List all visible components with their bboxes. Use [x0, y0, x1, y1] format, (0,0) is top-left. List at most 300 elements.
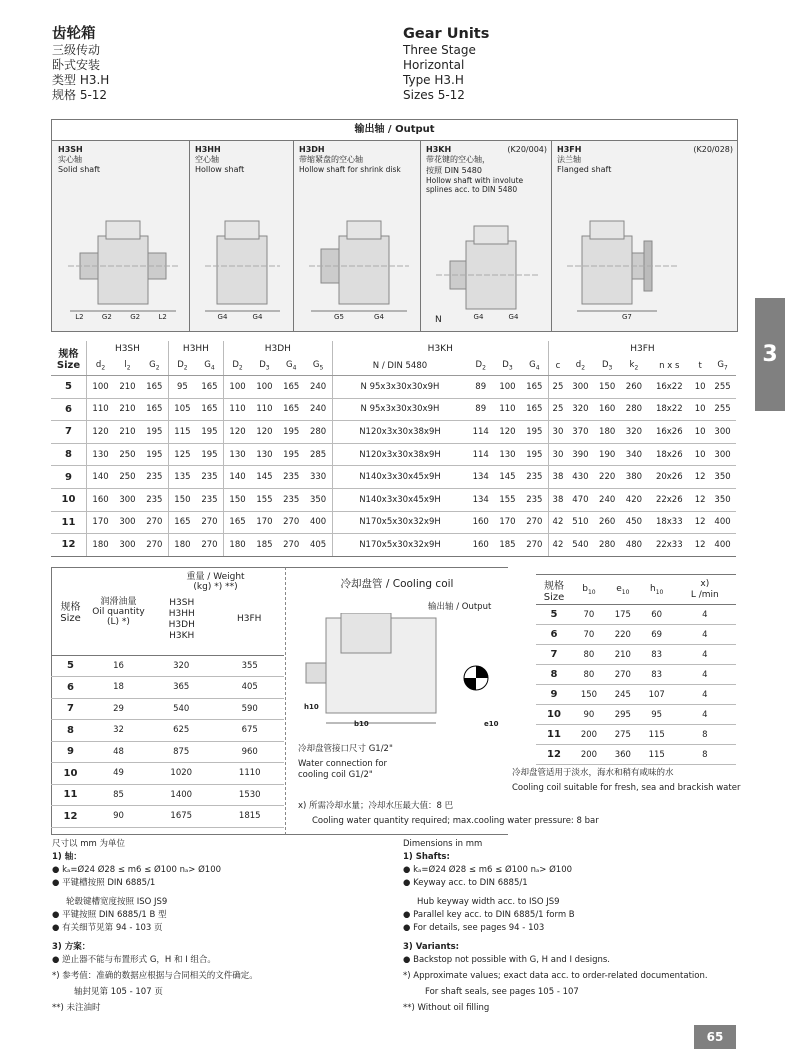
table-cell: 150	[168, 488, 196, 511]
table-cell: 250	[114, 443, 141, 466]
table-cell: 165	[196, 376, 224, 399]
panel-h3hh	[190, 141, 294, 331]
table-cell: 1530	[215, 784, 284, 806]
gearbox-drawing-solid	[58, 201, 186, 326]
coil-col-header: $b_{10}$	[572, 575, 606, 605]
header-en-line: Horizontal	[403, 58, 465, 72]
table-cell: 235	[141, 466, 169, 489]
table-cell: 8	[674, 745, 736, 765]
table-cell: 130	[224, 443, 252, 466]
group-header: H3SH	[87, 341, 169, 357]
table-cell: 1675	[147, 806, 215, 828]
table-cell: 100	[494, 376, 521, 399]
table-cell: 300	[567, 376, 594, 399]
table-cell: 160	[594, 398, 621, 421]
table-cell: 140	[224, 466, 252, 489]
gearbox-drawing-spline	[426, 221, 546, 321]
table-cell: 22x26	[647, 488, 691, 511]
size-cell: 12	[51, 806, 90, 828]
table-cell: 220	[594, 466, 621, 489]
dim-label: G2	[101, 313, 112, 321]
size-cell: 8	[51, 720, 90, 742]
table-cell: 120	[494, 421, 521, 444]
header-en-line: Sizes 5-12	[403, 88, 465, 102]
table-cell: 150	[594, 376, 621, 399]
table-cell: 10	[691, 421, 709, 444]
water-connection: 冷却盘管接口尺寸 G1/2" Water connection for cooling coil G1/2"	[298, 744, 393, 780]
table-cell: 270	[141, 511, 169, 534]
table-cell: 83	[640, 665, 674, 685]
table-cell: 165	[224, 511, 252, 534]
table-cell: 195	[141, 421, 169, 444]
table-cell: 70	[572, 605, 606, 625]
table-cell: N 95x3x30x30x9H	[332, 398, 467, 421]
table-cell: 16	[90, 655, 147, 677]
table-cell: 90	[572, 705, 606, 725]
table-cell: 260	[621, 376, 648, 399]
table-cell: 270	[521, 511, 549, 534]
table-cell: 300	[114, 534, 141, 557]
table-cell: 100	[251, 376, 278, 399]
table-cell: 155	[251, 488, 278, 511]
table-cell: 89	[467, 398, 494, 421]
dim-label: b10	[354, 720, 369, 728]
table-row	[536, 705, 736, 725]
size-header: 规格 Size	[51, 341, 87, 376]
table-cell: 270	[141, 534, 169, 557]
panel-en: Hollow shaft for shrink disk	[299, 165, 401, 174]
table-cell: 320	[147, 655, 215, 677]
table-cell: 195	[521, 443, 549, 466]
table-cell: 48	[90, 741, 147, 763]
column-header: $k_2$	[621, 357, 648, 376]
table-cell: 150	[572, 685, 606, 705]
table-cell: 420	[621, 488, 648, 511]
panel-cn: 按照 DIN 5480	[426, 166, 482, 175]
table-cell: 165	[141, 376, 169, 399]
table-row	[51, 741, 284, 763]
table-cell: 12	[691, 488, 709, 511]
panel-h3sh	[52, 141, 190, 331]
table-cell: 195	[141, 443, 169, 466]
table-cell: 355	[215, 655, 284, 677]
output-title: 输出轴 / Output	[52, 120, 737, 141]
table-row	[51, 466, 736, 489]
table-cell: 115	[640, 745, 674, 765]
cooling-note-cn: x) 所需冷却水量；冷却水压最大值：8 巴	[298, 801, 454, 811]
panel-en: Flanged shaft	[557, 165, 612, 174]
header-cn-line: 三级传动	[52, 43, 101, 57]
size-cell: 5	[51, 376, 87, 399]
column-header: $G_4$	[278, 357, 305, 376]
table-row	[536, 745, 736, 765]
table-cell: N 95x3x30x30x9H	[332, 376, 467, 399]
table-cell: 235	[196, 466, 224, 489]
spline-mark: N	[435, 315, 442, 325]
panel-code: H3DH	[299, 145, 325, 154]
panel-code: H3HH	[195, 145, 221, 154]
coil-note-en: Cooling coil suitable for fresh, sea and brackish water	[512, 783, 741, 793]
table-cell: 195	[278, 421, 305, 444]
table-cell: 185	[494, 534, 521, 557]
table-cell: 320	[567, 398, 594, 421]
table-cell: 165	[278, 376, 305, 399]
table-cell: 165	[168, 511, 196, 534]
table-cell: 300	[114, 511, 141, 534]
table-cell: 250	[114, 466, 141, 489]
dim-label: L2	[75, 313, 84, 321]
table-cell: 400	[709, 511, 736, 534]
column-header: $G_7$	[709, 357, 736, 376]
table-cell: 85	[90, 784, 147, 806]
table-cell: 16x26	[647, 421, 691, 444]
table-cell: 110	[224, 398, 252, 421]
panel-en: Solid shaft	[58, 165, 100, 174]
table-cell: 4	[674, 645, 736, 665]
table-cell: 89	[467, 376, 494, 399]
table-row	[51, 443, 736, 466]
table-cell: 210	[114, 398, 141, 421]
panel-cn: 空心轴	[195, 155, 219, 164]
size-cell: 11	[51, 511, 87, 534]
table-cell: 160	[467, 534, 494, 557]
table-cell: 150	[224, 488, 252, 511]
size-cell: 10	[51, 488, 87, 511]
table-cell: 134	[467, 466, 494, 489]
dim-label: G5	[334, 313, 344, 321]
table-cell: 60	[640, 605, 674, 625]
table-cell: 4	[674, 705, 736, 725]
dim-label: G7	[622, 313, 632, 321]
table-cell: 675	[215, 720, 284, 742]
table-cell: 510	[567, 511, 594, 534]
table-cell: 280	[305, 421, 333, 444]
table-row	[536, 685, 736, 705]
column-header: $G_5$	[305, 357, 333, 376]
header-en-line: Type H3.H	[403, 73, 464, 87]
panel-en: Hollow shaft	[195, 165, 245, 174]
table-cell: 69	[640, 625, 674, 645]
table-cell: 195	[196, 421, 224, 444]
group-header: H3FH	[548, 341, 736, 357]
table-cell: 390	[567, 443, 594, 466]
column-header: t	[691, 357, 709, 376]
oil-weight-table	[51, 567, 284, 828]
table-cell: 875	[147, 741, 215, 763]
table-cell: 540	[147, 698, 215, 720]
column-header: $d_2$	[87, 357, 115, 376]
table-cell: 140	[87, 466, 115, 489]
table-cell: N170x5x30x32x9H	[332, 534, 467, 557]
table-row	[536, 605, 736, 625]
table-cell: 235	[278, 466, 305, 489]
panel-h3kh	[421, 141, 552, 331]
table-cell: 125	[168, 443, 196, 466]
table-row	[51, 511, 736, 534]
table-cell: 160	[87, 488, 115, 511]
table-cell: 4	[674, 625, 736, 645]
table-row	[51, 677, 284, 699]
table-cell: 260	[594, 511, 621, 534]
gearbox-drawing-shrink-disk	[299, 201, 417, 326]
table-cell: 235	[196, 488, 224, 511]
table-cell: 18x33	[647, 511, 691, 534]
table-cell: 4	[674, 665, 736, 685]
table-cell: 340	[621, 443, 648, 466]
cooling-note-en: Cooling water quantity required; max.cooling water pressure: 8 bar	[312, 816, 599, 826]
size-cell: 9	[536, 685, 572, 705]
dim-label: G2	[130, 313, 141, 321]
table-cell: 107	[640, 685, 674, 705]
table-cell: 270	[521, 534, 549, 557]
table-cell: 255	[709, 376, 736, 399]
table-row	[51, 806, 284, 828]
table-cell: 170	[87, 511, 115, 534]
table-cell: 270	[278, 511, 305, 534]
table-cell: 16x22	[647, 376, 691, 399]
table-cell: 240	[305, 376, 333, 399]
table-cell: 195	[278, 443, 305, 466]
table-cell: 42	[548, 534, 567, 557]
column-header: n x s	[647, 357, 691, 376]
notes-en: Dimensions in mm 1) Shafts: ● kₐ=Ø24 Ø28 ≤ m6 ≤ Ø100 nₐ> Ø100 ● Keyway acc. to DIN 6885/1 Hub keyway width acc. to ISO JS9 ● Parallel key acc. to DIN 6885/1 form B ● For details, see pages 94 - 103 3) Variants: ● Backstop not possible with G, H and I designs. *) Approximate values; exact data acc. to order-related documentation. For shaft seals, see pages 105 - 107 **) Without oil filling	[403, 839, 708, 1013]
dim-label: G4	[374, 313, 384, 321]
table-cell: 110	[494, 398, 521, 421]
size-cell: 6	[536, 625, 572, 645]
notes-cn: 尺寸以 mm 为单位 1) 轴： ● kₐ=Ø24 Ø28 ≤ m6 ≤ Ø100 nₐ> Ø100 ● 平键槽按照 DIN 6885/1 轮毂键槽宽度按照 ISO JS9 ● 平键按照 DIN 6885/1 B 型 ● 有关细节见第 94 - 103 页 3) 方案： ● 逆止器不能与布置形式 G，H 和 I 组合。 *) 参考值：准确的数据应根据与合同相关的文件确定。 轴封见第 105 - 107 页 **) 未注油时	[52, 839, 258, 1013]
table-cell: 10	[691, 398, 709, 421]
table-cell: 110	[251, 398, 278, 421]
table-cell: 32	[90, 720, 147, 742]
table-cell: 105	[168, 398, 196, 421]
panel-cn: 实心轴	[58, 155, 82, 164]
table-cell: 95	[168, 376, 196, 399]
coil-note-cn: 冷却盘管适用于淡水，海水和稍有咸味的水	[512, 768, 674, 778]
table-cell: 195	[521, 421, 549, 444]
table-cell: 180	[224, 534, 252, 557]
panel-cn: 带花键的空心轴，	[426, 155, 490, 164]
table-cell: 185	[251, 534, 278, 557]
table-cell: 240	[305, 398, 333, 421]
dim-label: G4	[252, 313, 263, 321]
dim-label: h10	[304, 703, 319, 711]
table-cell: 38	[548, 488, 567, 511]
table-cell: 1400	[147, 784, 215, 806]
table-cell: 365	[147, 677, 215, 699]
table-cell: 350	[305, 488, 333, 511]
column-header: $D_3$	[594, 357, 621, 376]
output-label: 输出轴 / Output	[428, 602, 492, 612]
table-cell: 20x26	[647, 466, 691, 489]
column-header: $D_2$	[224, 357, 252, 376]
table-cell: 29	[90, 698, 147, 720]
dim-label: G4	[508, 313, 519, 321]
table-cell: 350	[709, 466, 736, 489]
table-cell: 130	[251, 443, 278, 466]
panel-h3fh	[552, 141, 737, 331]
size-cell: 5	[536, 605, 572, 625]
table-cell: 25	[548, 398, 567, 421]
table-cell: 400	[305, 511, 333, 534]
column-header: $D_3$	[494, 357, 521, 376]
table-cell: 300	[709, 443, 736, 466]
table-cell: 240	[594, 488, 621, 511]
dimension-table	[51, 341, 736, 557]
size-header: 规格 Size	[51, 567, 90, 655]
table-cell: 470	[567, 488, 594, 511]
table-cell: 270	[278, 534, 305, 557]
table-cell: 210	[606, 645, 640, 665]
table-cell: 4	[674, 605, 736, 625]
table-cell: 100	[87, 376, 115, 399]
table-cell: 235	[521, 466, 549, 489]
table-cell: 245	[606, 685, 640, 705]
table-cell: 134	[467, 488, 494, 511]
table-cell: 235	[141, 488, 169, 511]
table-cell: 235	[278, 488, 305, 511]
size-cell: 7	[51, 421, 87, 444]
coil-table	[536, 574, 736, 765]
table-cell: 295	[606, 705, 640, 725]
table-cell: 10	[691, 443, 709, 466]
panel-cn: 法兰轴	[557, 155, 581, 164]
table-cell: 114	[467, 421, 494, 444]
column-header: $G_2$	[141, 357, 169, 376]
cooling-coil-title: 冷却盘管 / Cooling coil	[340, 578, 454, 590]
table-cell: 145	[494, 466, 521, 489]
column-header: $l_2$	[114, 357, 141, 376]
panel-code: H3FH (K20/028)	[557, 145, 733, 154]
table-cell: 114	[467, 443, 494, 466]
group-header: H3DH	[224, 341, 333, 357]
table-cell: 90	[90, 806, 147, 828]
table-cell: 130	[494, 443, 521, 466]
table-cell: 300	[709, 421, 736, 444]
table-cell: 80	[572, 645, 606, 665]
table-cell: 1815	[215, 806, 284, 828]
page-number: 65	[694, 1025, 736, 1049]
size-cell: 11	[536, 725, 572, 745]
table-cell: 1020	[147, 763, 215, 785]
table-cell: 170	[251, 511, 278, 534]
table-cell: 135	[168, 466, 196, 489]
table-cell: 83	[640, 645, 674, 665]
size-cell: 6	[51, 677, 90, 699]
table-row	[51, 720, 284, 742]
table-cell: 165	[141, 398, 169, 421]
table-cell: 430	[567, 466, 594, 489]
table-cell: 400	[709, 534, 736, 557]
table-cell: 350	[709, 488, 736, 511]
table-cell: 405	[215, 677, 284, 699]
table-row	[51, 534, 736, 557]
table-cell: 130	[87, 443, 115, 466]
table-cell: 25	[548, 376, 567, 399]
dim-label: G4	[217, 313, 228, 321]
table-row	[51, 763, 284, 785]
table-cell: 120	[224, 421, 252, 444]
table-cell: 12	[691, 466, 709, 489]
table-cell: 450	[621, 511, 648, 534]
header-en-line: Three Stage	[403, 43, 476, 57]
table-cell: 165	[278, 398, 305, 421]
table-cell: 625	[147, 720, 215, 742]
table-cell: 145	[251, 466, 278, 489]
table-cell: N120x3x30x38x9H	[332, 443, 467, 466]
table-cell: 280	[621, 398, 648, 421]
table-cell: 200	[572, 725, 606, 745]
table-cell: 1110	[215, 763, 284, 785]
table-cell: 590	[215, 698, 284, 720]
table-cell: 200	[572, 745, 606, 765]
table-cell: 22x33	[647, 534, 691, 557]
table-cell: 160	[467, 511, 494, 534]
column-header: $D_2$	[168, 357, 196, 376]
table-cell: 180	[594, 421, 621, 444]
table-cell: 12	[691, 511, 709, 534]
header-cn-line: 类型 H3.H	[52, 73, 110, 87]
table-cell: 285	[305, 443, 333, 466]
dim-label: L2	[158, 313, 167, 321]
table-cell: 320	[621, 421, 648, 444]
table-cell: 38	[548, 466, 567, 489]
table-row	[51, 655, 284, 677]
size-cell: 10	[51, 763, 90, 785]
weight-header: 重量 / Weight (kg) *) **) H3SH H3HH H3DH H3KH H3FH	[147, 567, 284, 655]
table-cell: 115	[640, 725, 674, 745]
table-cell: 8	[674, 725, 736, 745]
table-cell: 70	[572, 625, 606, 645]
size-cell: 7	[536, 645, 572, 665]
size-cell: 6	[51, 398, 87, 421]
table-cell: 180	[168, 534, 196, 557]
table-cell: 115	[168, 421, 196, 444]
column-header: c	[548, 357, 567, 376]
dim-label: G4	[473, 313, 484, 321]
table-cell: 960	[215, 741, 284, 763]
table-cell: 4	[674, 685, 736, 705]
table-cell: 165	[196, 398, 224, 421]
table-cell: 49	[90, 763, 147, 785]
group-header: H3HH	[168, 341, 223, 357]
table-cell: N140x3x30x45x9H	[332, 488, 467, 511]
table-cell: 480	[621, 534, 648, 557]
table-cell: 195	[196, 443, 224, 466]
table-cell: 165	[521, 398, 549, 421]
table-cell: 270	[606, 665, 640, 685]
size-cell: 8	[51, 443, 87, 466]
table-cell: 270	[196, 534, 224, 557]
header-cn-line: 规格 5-12	[52, 88, 108, 102]
table-cell: 30	[548, 421, 567, 444]
gearbox-drawing-hollow	[195, 201, 290, 326]
table-cell: N120x3x30x38x9H	[332, 421, 467, 444]
table-row	[51, 376, 736, 399]
size-header: 规格 Size	[536, 575, 572, 605]
coil-col-header: $h_{10}$	[640, 575, 674, 605]
table-row	[536, 725, 736, 745]
column-header: $G_4$	[521, 357, 549, 376]
table-cell: 110	[87, 398, 115, 421]
panel-en: splines acc. to DIN 5480	[426, 185, 518, 194]
size-cell: 7	[51, 698, 90, 720]
panel-code: H3KH (K20/004)	[426, 145, 547, 154]
dim-label: e10	[484, 720, 499, 728]
table-cell: 210	[114, 376, 141, 399]
table-cell: N170x5x30x32x9H	[332, 511, 467, 534]
table-cell: 405	[305, 534, 333, 557]
table-cell: 10	[691, 376, 709, 399]
